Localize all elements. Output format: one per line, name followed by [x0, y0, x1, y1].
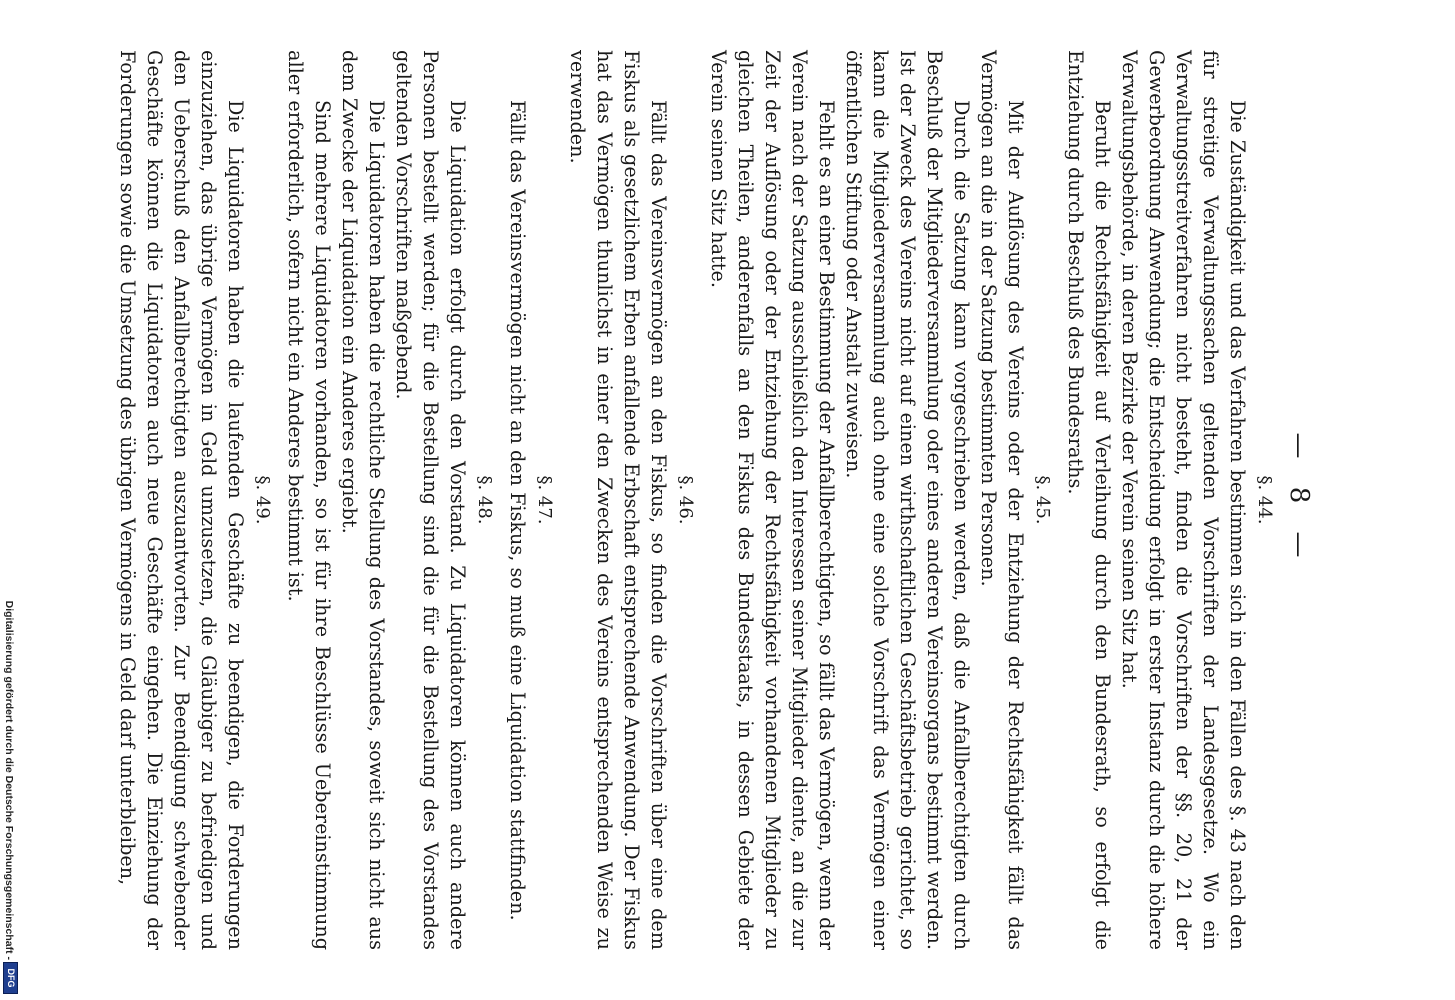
section-heading: §. 49.	[252, 475, 273, 525]
paragraph: Die Liquidatoren haben die rechtliche Stellung des Vorstandes, soweit sich nicht aus dem Zwecke der Liquidation ein Anderes ergiebt.	[338, 50, 388, 950]
section-heading: §. 45.	[1032, 475, 1053, 525]
paragraph: Die Zuständigkeit und das Verfahren bestimmen sich in den Fällen des §. 43 nach den für streitige Verwaltungssachen geltenden Vorschriften der Landesgesetze. Wo ein Verwaltungsstreitverfahren nicht besteht, finden die Vorschriften der §§. 20, 21 der Gewerbeordnung Anwendung; die Entscheidung erfolgt in erster Instanz durch die höhere Verwaltungsbehörde, in deren Bezirke der Verein seinen Sitz hat.	[1118, 50, 1249, 950]
paragraph: Fehlt es an einer Bestimmung der Anfallberechtigten, so fällt das Vermögen, wenn der Verein nach der Satzung ausschließlich den Interessen seiner Mitglieder diente, an die zur Zeit der Auflösung oder der Entziehung der Rechtsfähigkeit vorhandenen Mitglieder zu gleichen Theilen, anderenfalls an den Fiskus des Bundesstaats, in dessen Gebiete der Verein seinen Sitz hatte.	[707, 50, 838, 950]
paragraph: Fällt das Vereinsvermögen nicht an den Fiskus, so muß eine Liquidation stattfinden.	[506, 100, 529, 921]
paragraph: Beruht die Rechtsfähigkeit auf Verleihung durch den Bundesrath, so erfolgt die Entziehung durch Beschluß des Bundesraths.	[1064, 50, 1114, 950]
rotated-text-block	[62, 50, 1322, 950]
section-heading: §. 46.	[675, 475, 696, 525]
paragraph: Durch die Satzung kann vorgeschrieben werden, daß die Anfallberechtigten durch Beschluß der Mitgliederversammlung oder eines anderen Vereinsorgans bestimmt werden. Ist der Zweck des Vereins nicht auf einen wirthschaftlichen Geschäftsbetrieb gerichtet, so kann die Mitgliederversammlung auch ohne eine solche Vorschrift das Vermögen einer öffentlichen Stiftung oder Anstalt zuweisen.	[842, 50, 973, 950]
paragraph: Sind mehrere Liquidatoren vorhanden, so ist für ihre Beschlüsse Uebereinstimmung aller erforderlich, sofern nicht ein Anderes bestimmt ist.	[284, 50, 334, 950]
paragraph: Die Liquidation erfolgt durch den Vorstand. Zu Liquidatoren können auch andere Personen bestellt werden; für die Bestellung sind die für die Bestellung des Vorstandes geltenden Vorschriften maßgebend.	[392, 50, 469, 950]
section-heading: §. 48.	[474, 475, 495, 525]
paragraph: Fällt das Vereinsvermögen an den Fiskus, so finden die Vorschriften über eine dem Fiskus als gesetzlichem Erben anfallende Erbschaft entsprechende Anwendung. Der Fiskus hat das Vermögen thunlichst in einer den Zwecken des Vereins entsprechenden Weise zu verwenden.	[566, 50, 670, 950]
page-number: — 8 —	[1284, 432, 1314, 568]
digitization-credit-text: Digitalisierung gefördert durch die Deutsche Forschungsgemeinschaft -	[3, 600, 15, 960]
paragraph: Die Liquidatoren haben die laufenden Geschäfte zu beendigen, die Forderungen einzuziehen, das übrige Vermögen in Geld umzusetzen, die Gläubiger zu befriedigen und den Ueberschuß den Anfallberechtigten auszuantworten. Zur Beendigung schwebender Geschäfte können die Liquidatoren auch neue Geschäfte eingehen. Die Einziehung der Forderungen sowie die Umsetzung des übrigen Vermögens in Geld darf unterbleiben,	[116, 50, 247, 950]
digitization-credit	[2, 20, 20, 995]
section-heading: §. 44.	[1254, 475, 1275, 525]
dfg-logo-text: DFG	[6, 968, 16, 988]
dfg-logo	[3, 962, 18, 994]
paragraph: Mit der Auflösung des Vereins oder der Entziehung der Rechtsfähigkeit fällt das Vermögen an die in der Satzung bestimmten Personen.	[977, 50, 1027, 950]
section-heading: §. 47.	[534, 475, 555, 525]
